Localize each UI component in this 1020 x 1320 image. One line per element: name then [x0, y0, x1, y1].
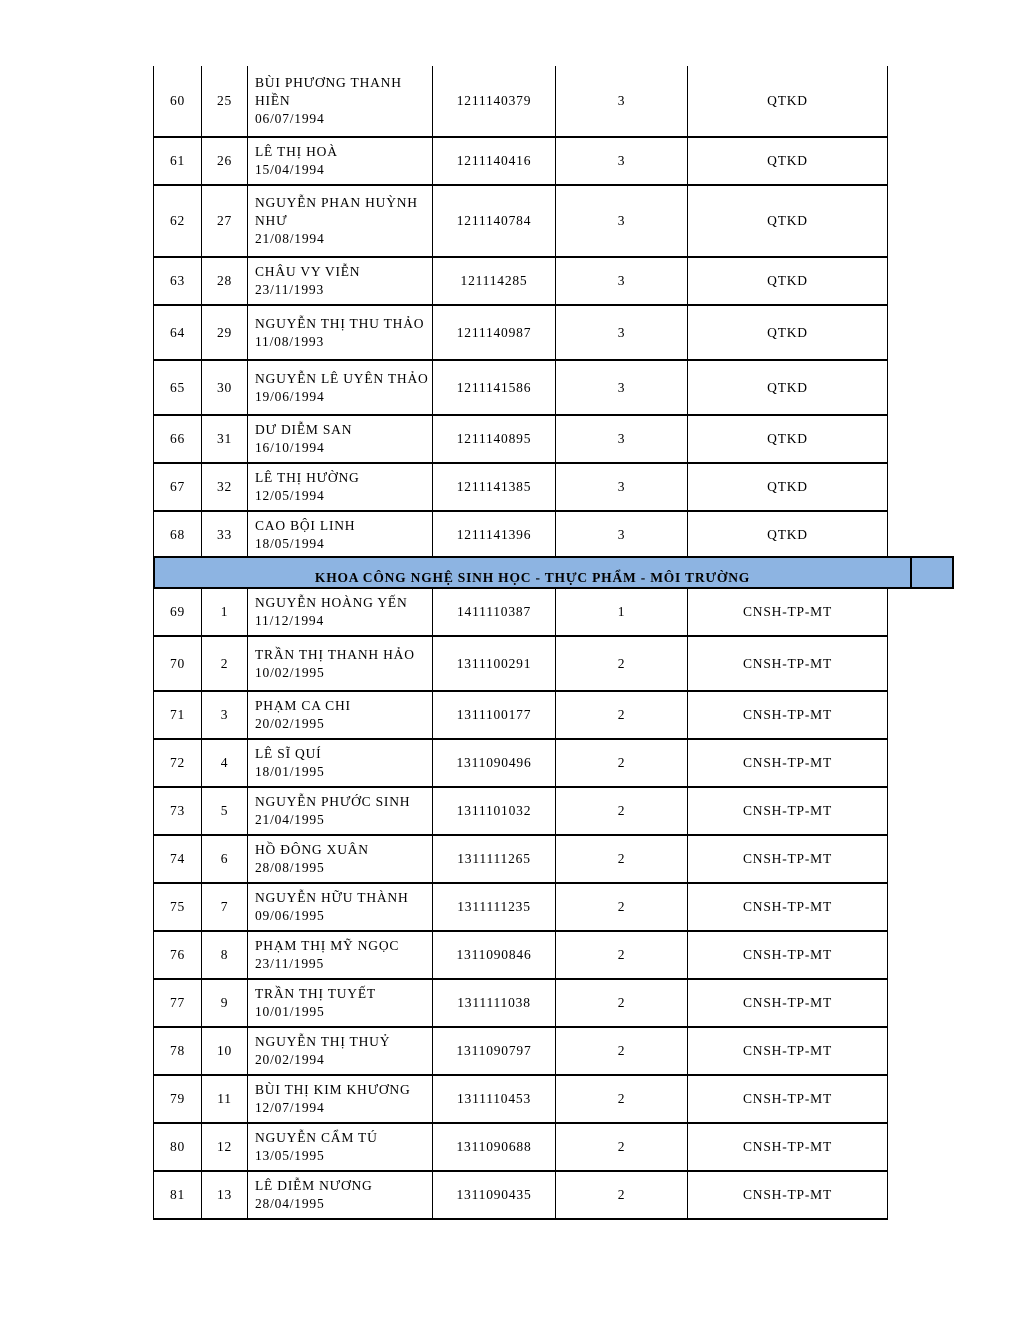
- group-number-cell: 13: [201, 1172, 247, 1218]
- student-id-cell: 1211140416: [432, 138, 555, 184]
- student-id-cell: 1211141385: [432, 464, 555, 510]
- table-row: [153, 186, 888, 258]
- student-id-cell: 1211141586: [432, 361, 555, 414]
- department-cell: QTKD: [687, 464, 888, 510]
- table-row: [153, 884, 888, 932]
- table-row: [153, 980, 888, 1028]
- table-row: [153, 637, 888, 692]
- study-year-cell: 3: [555, 416, 687, 462]
- student-name-cell: [247, 512, 432, 558]
- student-table-qtkd: [153, 66, 888, 560]
- group-number-cell: 29: [201, 306, 247, 359]
- student-name-cell: [247, 138, 432, 184]
- student-name: NGUYỄN PHAN HUỲNH NHƯ: [255, 195, 418, 228]
- table-row: [153, 138, 888, 186]
- table-row: [153, 1076, 888, 1124]
- student-id-cell: 1311090435: [432, 1172, 555, 1218]
- row-index-cell: 70: [153, 637, 201, 690]
- department-cell: CNSH-TP-MT: [687, 788, 888, 834]
- student-name: DƯ DIỄM SAN: [255, 422, 353, 437]
- group-number-cell: 25: [201, 66, 247, 136]
- row-index-cell: 62: [153, 186, 201, 256]
- table-row: [153, 589, 888, 637]
- row-index-cell: 71: [153, 692, 201, 738]
- student-id-cell: 1211140895: [432, 416, 555, 462]
- student-id-cell: 121114285: [432, 258, 555, 304]
- date-of-birth: 06/07/1994: [255, 111, 325, 126]
- study-year-cell: 3: [555, 66, 687, 136]
- student-name-cell: [247, 1172, 432, 1218]
- student-name: LÊ THỊ HOÀ: [255, 144, 338, 159]
- section-header-row: [153, 556, 954, 589]
- row-index-cell: 66: [153, 416, 201, 462]
- study-year-cell: 3: [555, 464, 687, 510]
- student-name: BÙI PHƯƠNG THANH HIỀN: [255, 75, 402, 108]
- date-of-birth: 28/04/1995: [255, 1196, 325, 1211]
- student-id-cell: 1311110453: [432, 1076, 555, 1122]
- student-id-cell: 1211140987: [432, 306, 555, 359]
- student-name-cell: [247, 464, 432, 510]
- student-name: PHẠM THỊ MỸ NGỌC: [255, 938, 400, 953]
- student-name: HỒ ĐÔNG XUÂN: [255, 842, 369, 857]
- student-id-cell: 1311101032: [432, 788, 555, 834]
- student-id-cell: 1211140379: [432, 66, 555, 136]
- row-index-cell: 73: [153, 788, 201, 834]
- study-year-cell: 2: [555, 692, 687, 738]
- department-cell: CNSH-TP-MT: [687, 1076, 888, 1122]
- row-index-cell: 77: [153, 980, 201, 1026]
- department-cell: CNSH-TP-MT: [687, 1028, 888, 1074]
- group-number-cell: 32: [201, 464, 247, 510]
- student-name-cell: [247, 884, 432, 930]
- student-id-cell: 1411110387: [432, 589, 555, 635]
- date-of-birth: 21/04/1995: [255, 812, 325, 827]
- study-year-cell: 1: [555, 589, 687, 635]
- row-index-cell: 68: [153, 512, 201, 558]
- study-year-cell: 3: [555, 138, 687, 184]
- department-cell: CNSH-TP-MT: [687, 980, 888, 1026]
- student-name-cell: [247, 306, 432, 359]
- department-cell: CNSH-TP-MT: [687, 740, 888, 786]
- date-of-birth: 15/04/1994: [255, 162, 325, 177]
- department-cell: CNSH-TP-MT: [687, 836, 888, 882]
- student-id-cell: 1311100177: [432, 692, 555, 738]
- group-number-cell: 12: [201, 1124, 247, 1170]
- section-title: KHOA CÔNG NGHỆ SINH HỌC - THỰC PHẨM - MÔI TRƯỜNG: [314, 570, 751, 585]
- study-year-cell: 2: [555, 637, 687, 690]
- row-index-cell: 65: [153, 361, 201, 414]
- group-number-cell: 30: [201, 361, 247, 414]
- student-name: BÙI THỊ KIM KHƯƠNG: [255, 1082, 411, 1097]
- date-of-birth: 18/05/1994: [255, 536, 325, 551]
- study-year-cell: 2: [555, 836, 687, 882]
- group-number-cell: 3: [201, 692, 247, 738]
- student-id-cell: 1311090688: [432, 1124, 555, 1170]
- date-of-birth: 21/08/1994: [255, 231, 325, 246]
- table-row: [153, 836, 888, 884]
- student-name-cell: [247, 980, 432, 1026]
- study-year-cell: 3: [555, 306, 687, 359]
- student-name: NGUYỄN HỮU THÀNH: [255, 890, 409, 905]
- date-of-birth: 20/02/1995: [255, 716, 325, 731]
- student-name-cell: [247, 361, 432, 414]
- student-name-cell: [247, 66, 432, 136]
- student-id-cell: 1211140784: [432, 186, 555, 256]
- date-of-birth: 28/08/1995: [255, 860, 325, 875]
- date-of-birth: 09/06/1995: [255, 908, 325, 923]
- student-name: CAO BỘI LINH: [255, 518, 356, 533]
- student-name-cell: [247, 1028, 432, 1074]
- date-of-birth: 16/10/1994: [255, 440, 325, 455]
- table-row: [153, 416, 888, 464]
- group-number-cell: 2: [201, 637, 247, 690]
- row-index-cell: 81: [153, 1172, 201, 1218]
- row-index-cell: 60: [153, 66, 201, 136]
- row-index-cell: 76: [153, 932, 201, 978]
- student-id-cell: 1311090496: [432, 740, 555, 786]
- table-row: [153, 692, 888, 740]
- student-name: NGUYỄN THỊ THUỶ: [255, 1034, 391, 1049]
- student-name: LÊ SĨ QUÍ: [255, 746, 322, 761]
- table-row: [153, 1172, 888, 1220]
- table-row: [153, 258, 888, 306]
- department-cell: QTKD: [687, 416, 888, 462]
- table-row: [153, 512, 888, 560]
- study-year-cell: 2: [555, 1172, 687, 1218]
- group-number-cell: 4: [201, 740, 247, 786]
- study-year-cell: 3: [555, 512, 687, 558]
- table-row: [153, 306, 888, 361]
- table-row: [153, 66, 888, 138]
- table-row: [153, 740, 888, 788]
- table-row: [153, 788, 888, 836]
- row-index-cell: 80: [153, 1124, 201, 1170]
- date-of-birth: 12/05/1994: [255, 488, 325, 503]
- student-name-cell: [247, 186, 432, 256]
- student-name-cell: [247, 637, 432, 690]
- student-name-cell: [247, 692, 432, 738]
- study-year-cell: 2: [555, 884, 687, 930]
- group-number-cell: 26: [201, 138, 247, 184]
- group-number-cell: 9: [201, 980, 247, 1026]
- student-name: TRẦN THỊ THANH HẢO: [255, 646, 415, 662]
- study-year-cell: 2: [555, 1028, 687, 1074]
- student-name-cell: [247, 1124, 432, 1170]
- department-cell: CNSH-TP-MT: [687, 692, 888, 738]
- study-year-cell: 2: [555, 740, 687, 786]
- department-cell: CNSH-TP-MT: [687, 1124, 888, 1170]
- department-cell: QTKD: [687, 361, 888, 414]
- group-number-cell: 27: [201, 186, 247, 256]
- row-index-cell: 69: [153, 589, 201, 635]
- row-index-cell: 64: [153, 306, 201, 359]
- study-year-cell: 2: [555, 788, 687, 834]
- student-id-cell: 1311111265: [432, 836, 555, 882]
- study-year-cell: 2: [555, 980, 687, 1026]
- student-name: LÊ THỊ HƯỜNG: [255, 470, 360, 485]
- department-cell: CNSH-TP-MT: [687, 637, 888, 690]
- study-year-cell: 3: [555, 361, 687, 414]
- student-name: PHẠM CA CHI: [255, 698, 351, 713]
- department-cell: QTKD: [687, 306, 888, 359]
- date-of-birth: 12/07/1994: [255, 1100, 325, 1115]
- student-name: NGUYỄN THỊ THU THẢO: [255, 315, 425, 331]
- row-index-cell: 75: [153, 884, 201, 930]
- department-cell: CNSH-TP-MT: [687, 589, 888, 635]
- student-id-cell: 1311111038: [432, 980, 555, 1026]
- group-number-cell: 31: [201, 416, 247, 462]
- group-number-cell: 1: [201, 589, 247, 635]
- row-index-cell: 63: [153, 258, 201, 304]
- student-name-cell: [247, 740, 432, 786]
- date-of-birth: 10/01/1995: [255, 1004, 325, 1019]
- group-number-cell: 7: [201, 884, 247, 930]
- date-of-birth: 13/05/1995: [255, 1148, 325, 1163]
- row-index-cell: 79: [153, 1076, 201, 1122]
- student-name-cell: [247, 836, 432, 882]
- section-divider: [910, 558, 912, 587]
- department-cell: QTKD: [687, 186, 888, 256]
- study-year-cell: 2: [555, 1124, 687, 1170]
- student-id-cell: 1311111235: [432, 884, 555, 930]
- student-name-cell: [247, 589, 432, 635]
- study-year-cell: 3: [555, 258, 687, 304]
- date-of-birth: 11/12/1994: [255, 613, 325, 628]
- student-id-cell: 1311090846: [432, 932, 555, 978]
- date-of-birth: 23/11/1993: [255, 282, 325, 297]
- student-name: NGUYỄN PHƯỚC SINH: [255, 794, 411, 809]
- table-row: [153, 464, 888, 512]
- date-of-birth: 18/01/1995: [255, 764, 325, 779]
- student-name: TRẦN THỊ TUYẾT: [255, 986, 376, 1001]
- row-index-cell: 78: [153, 1028, 201, 1074]
- date-of-birth: 23/11/1995: [255, 956, 325, 971]
- department-cell: QTKD: [687, 512, 888, 558]
- row-index-cell: 72: [153, 740, 201, 786]
- department-cell: QTKD: [687, 66, 888, 136]
- date-of-birth: 20/02/1994: [255, 1052, 325, 1067]
- group-number-cell: 5: [201, 788, 247, 834]
- date-of-birth: 10/02/1995: [255, 664, 325, 680]
- department-cell: QTKD: [687, 258, 888, 304]
- student-name-cell: [247, 416, 432, 462]
- table-row: [153, 1028, 888, 1076]
- student-name-cell: [247, 932, 432, 978]
- student-name: NGUYỄN CẨM TÚ: [255, 1130, 378, 1145]
- date-of-birth: 19/06/1994: [255, 388, 325, 404]
- table-row: [153, 1124, 888, 1172]
- student-name-cell: [247, 258, 432, 304]
- student-table-cnsh: [153, 589, 888, 1220]
- table-row: [153, 932, 888, 980]
- student-id-cell: 1211141396: [432, 512, 555, 558]
- study-year-cell: 3: [555, 186, 687, 256]
- student-name-cell: [247, 1076, 432, 1122]
- department-cell: CNSH-TP-MT: [687, 884, 888, 930]
- department-cell: CNSH-TP-MT: [687, 1172, 888, 1218]
- group-number-cell: 11: [201, 1076, 247, 1122]
- department-cell: QTKD: [687, 138, 888, 184]
- table-row: [153, 361, 888, 416]
- student-name: LÊ DIỄM NƯƠNG: [255, 1178, 373, 1193]
- study-year-cell: 2: [555, 1076, 687, 1122]
- student-id-cell: 1311100291: [432, 637, 555, 690]
- group-number-cell: 8: [201, 932, 247, 978]
- student-name: CHÂU VY VIỄN: [255, 264, 361, 279]
- group-number-cell: 6: [201, 836, 247, 882]
- student-name-cell: [247, 788, 432, 834]
- row-index-cell: 67: [153, 464, 201, 510]
- date-of-birth: 11/08/1993: [255, 333, 325, 349]
- group-number-cell: 28: [201, 258, 247, 304]
- study-year-cell: 2: [555, 932, 687, 978]
- student-id-cell: 1311090797: [432, 1028, 555, 1074]
- row-index-cell: 74: [153, 836, 201, 882]
- group-number-cell: 10: [201, 1028, 247, 1074]
- department-cell: CNSH-TP-MT: [687, 932, 888, 978]
- student-name: NGUYỄN HOÀNG YẾN: [255, 595, 408, 610]
- row-index-cell: 61: [153, 138, 201, 184]
- group-number-cell: 33: [201, 512, 247, 558]
- student-name: NGUYỄN LÊ UYÊN THẢO: [255, 370, 429, 386]
